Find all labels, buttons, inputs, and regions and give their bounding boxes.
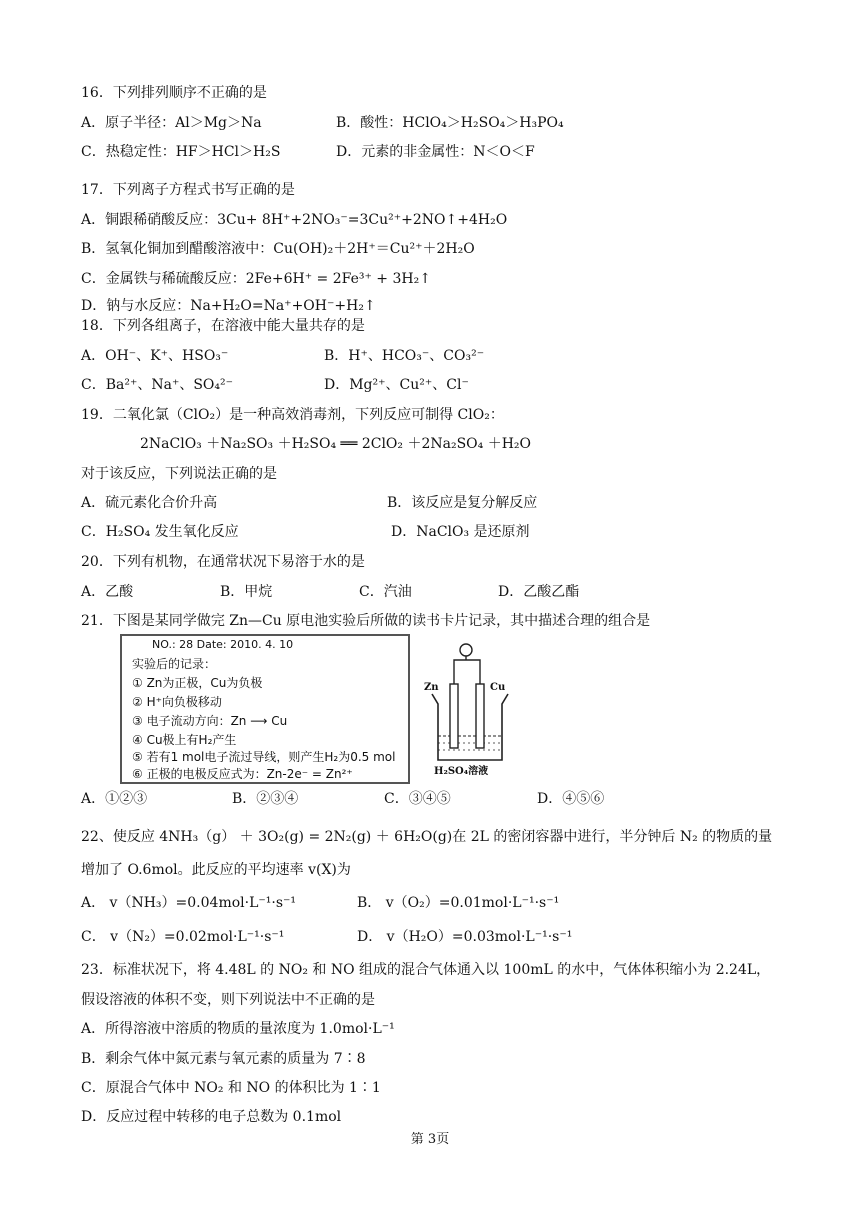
q23-option-a: A．所得溶液中溶质的物质的量浓度为 1.0mol·L⁻¹	[81, 1021, 395, 1037]
q18-option-b: B．H⁺、HCO₃⁻、CO₃²⁻	[324, 348, 485, 364]
q17-option-a: A．铜跟稀硝酸反应：3Cu+ 8H⁺+2NO₃⁻=3Cu²⁺+2NO↑+4H₂O	[81, 212, 508, 228]
card-title: 实验后的记录：	[132, 657, 217, 671]
q22-option-d: D． v（H₂O）=0.03mol·L⁻¹·s⁻¹	[357, 929, 573, 945]
q22-stem-line1: 22、使反应 4NH₃（g） ＋ 3O₂(g) = 2N₂(g) ＋ 6H₂O(g)在 2L 的密闭容器中进行，半分钟后 N₂ 的物质的量	[81, 829, 773, 845]
card-item: ③ 电子流动方向：Zn ⟶ Cu	[132, 714, 288, 728]
q21-option-d: D．④⑤⑥	[537, 791, 605, 807]
q19-option-c: C．H₂SO₄ 发生氧化反应	[81, 524, 239, 540]
q17-option-c: C．金属铁与稀硫酸反应：2Fe+6H⁺ = 2Fe³⁺ + 3H₂↑	[81, 271, 431, 287]
q23-option-b: B．剩余气体中氮元素与氧元素的质量为 7∶8	[81, 1051, 366, 1067]
q20-option-d: D．乙酸乙酯	[498, 584, 580, 600]
q22-option-c: C． v（N₂）=0.02mol·L⁻¹·s⁻¹	[81, 929, 285, 945]
card-item: ④ Cu极上有H₂产生	[132, 733, 237, 747]
q19-equation: 2NaClO₃ ＋Na₂SO₃ ＋H₂SO₄ ══ 2ClO₂ ＋2Na₂SO₄ ＋H₂O	[140, 436, 532, 452]
q18-option-d: D．Mg²⁺、Cu²⁺、Cl⁻	[324, 377, 469, 393]
q17-stem: 17．下列离子方程式书写正确的是	[81, 182, 295, 198]
q23-option-c: C．原混合气体中 NO₂ 和 NO 的体积比为 1∶1	[81, 1080, 381, 1096]
q20-option-a: A．乙酸	[81, 584, 134, 600]
q17-option-d: D．钠与水反应：Na+H₂O=Na⁺+OH⁻+H₂↑	[81, 298, 376, 314]
q18-option-c: C．Ba²⁺、Na⁺、SO₄²⁻	[81, 377, 234, 393]
q18-stem: 18．下列各组离子，在溶液中能大量共存的是	[81, 318, 365, 334]
q19-option-a: A．硫元素化合价升高	[81, 495, 218, 511]
q19-followup: 对于该反应，下列说法正确的是	[81, 466, 277, 482]
q19-option-b: B．该反应是复分解反应	[387, 495, 538, 511]
q21-stem: 21．下图是某同学做完 Zn—Cu 原电池实验后所做的读书卡片记录，其中描述合理的组合是	[81, 613, 651, 629]
q20-option-c: C．汽油	[359, 584, 412, 600]
q16-stem: 16．下列排列顺序不正确的是	[81, 85, 267, 101]
q21-option-c: C．③④⑤	[384, 791, 451, 807]
card-item: ① Zn为正极，Cu为负极	[132, 676, 263, 690]
q23-option-d: D．反应过程中转移的电子总数为 0.1mol	[81, 1109, 342, 1125]
q22-option-a: A． v（NH₃）=0.04mol·L⁻¹·s⁻¹	[81, 895, 297, 911]
q19-option-d: D．NaClO₃ 是还原剂	[391, 524, 530, 540]
page-number: 第 3页	[410, 1132, 450, 1147]
card-item: ⑥ 正极的电极反应式为：Zn-2e⁻ = Zn²⁺	[132, 767, 353, 781]
q20-option-b: B．甲烷	[220, 584, 273, 600]
q16-option-a: A．原子半径：Al＞Mg＞Na	[81, 115, 262, 131]
card-item: ② H⁺向负极移动	[132, 695, 222, 709]
cu-label: Cu	[490, 682, 506, 693]
q23-stem-line1: 23．标准状况下，将 4.48L 的 NO₂ 和 NO 组成的混合气体通入以 100mL 的水中，气体体积缩小为 2.24L，	[81, 962, 771, 978]
q16-option-b: B．酸性：HClO₄＞H₂SO₄＞H₃PO₄	[336, 115, 564, 131]
q16-option-d: D．元素的非金属性：N＜O＜F	[336, 144, 535, 160]
galvanic-cell-diagram	[424, 640, 520, 780]
q16-option-c: C．热稳定性：HF＞HCl＞H₂S	[81, 144, 281, 160]
q22-option-b: B． v（O₂）=0.01mol·L⁻¹·s⁻¹	[357, 895, 560, 911]
q19-stem: 19．二氧化氯（ClO₂）是一种高效消毒剂，下列反应可制得 ClO₂：	[81, 407, 504, 423]
q21-option-b: B．②③④	[232, 791, 299, 807]
card-header: NO.: 28 Date: 2010. 4. 10	[152, 638, 294, 651]
q22-stem-line2: 增加了 O.6mol。此反应的平均速率 v(X)为	[81, 862, 351, 878]
zn-label: Zn	[424, 682, 439, 693]
q20-stem: 20．下列有机物，在通常状况下易溶于水的是	[81, 554, 365, 570]
q17-option-b: B．氢氧化铜加到醋酸溶液中：Cu(OH)₂＋2H⁺＝Cu²⁺＋2H₂O	[81, 241, 475, 257]
q21-option-a: A．①②③	[81, 791, 148, 807]
q18-option-a: A．OH⁻、K⁺、HSO₃⁻	[81, 348, 229, 364]
electrolyte-label: H₂SO₄溶液	[434, 766, 489, 777]
galvanic-cell-drawing	[424, 640, 520, 780]
reading-card	[120, 634, 410, 784]
card-item: ⑤ 若有1 mol电子流过导线，则产生H₂为0.5 mol	[132, 750, 396, 764]
q23-stem-line2: 假设溶液的体积不变，则下列说法中不正确的是	[81, 992, 375, 1008]
